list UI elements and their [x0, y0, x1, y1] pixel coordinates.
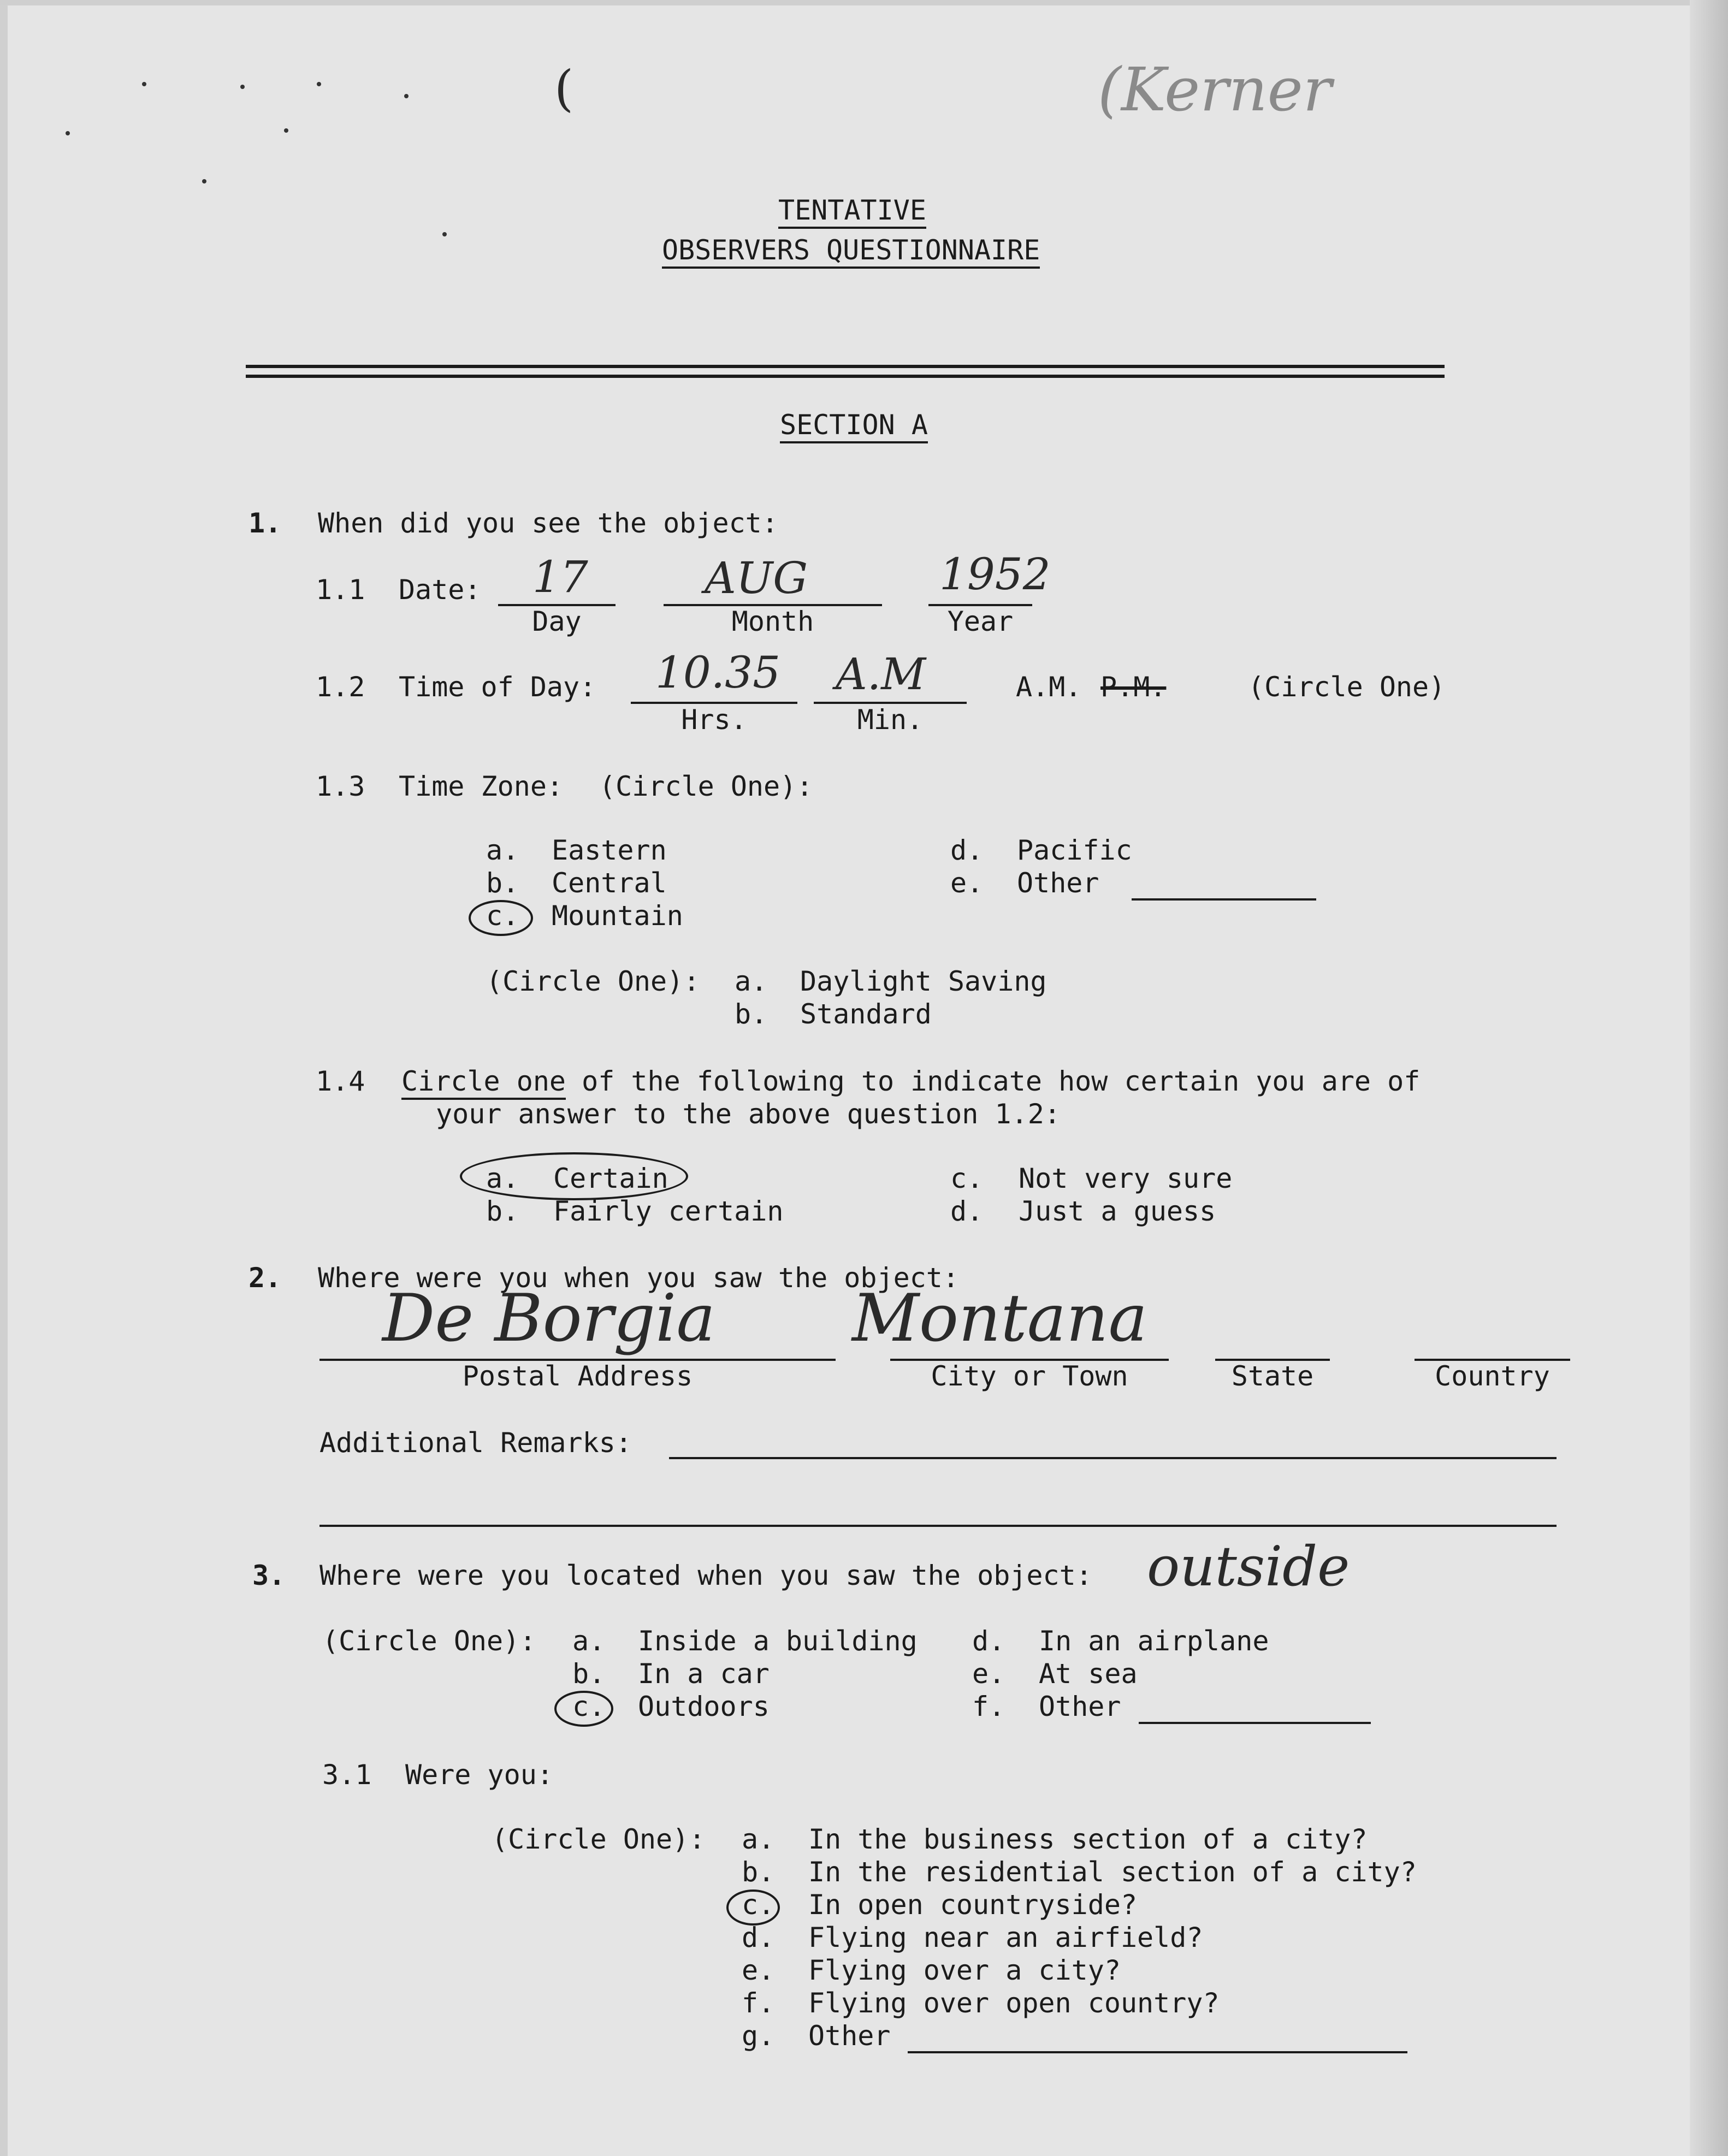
year-value: 1952 — [939, 549, 1051, 600]
dust-speck — [240, 85, 245, 89]
city-value: Montana — [852, 1281, 1147, 1357]
q1-2-number: 1.2 — [316, 671, 365, 703]
q3-1-b-letter: b. — [742, 1856, 775, 1888]
saving-a-letter: a. — [735, 966, 768, 997]
q3-1-f-text: Flying over open country? — [808, 1987, 1220, 2019]
q3-f-text: Other — [1039, 1691, 1121, 1722]
q3-other-line — [1139, 1722, 1371, 1724]
tz-d-letter: d. — [950, 834, 984, 866]
tz-e-letter: e. — [950, 867, 984, 899]
dust-speck — [442, 232, 447, 236]
dust-speck — [317, 82, 321, 86]
certainty-a-text: Certain — [553, 1163, 668, 1194]
certainty-b-letter: b. — [486, 1195, 519, 1227]
q3-1-e-letter: e. — [742, 1954, 775, 1986]
q3-1-a-letter: a. — [742, 1823, 775, 1855]
q3-f-letter: f. — [972, 1691, 1005, 1722]
title-tentative: TENTATIVE — [778, 194, 926, 229]
q3-1-instruction: (Circle One): — [492, 1823, 706, 1855]
q3-1-a-text: In the business section of a city? — [808, 1823, 1368, 1855]
page-top-edge — [0, 0, 1728, 5]
certainty-a-letter: a. — [486, 1163, 519, 1194]
page-left-edge — [0, 0, 8, 2156]
q1-1-number: 1.1 — [316, 574, 365, 606]
tz-c-letter: c. — [486, 900, 519, 932]
tz-b-text: Central — [552, 867, 667, 899]
q3-1-d-letter: d. — [742, 1922, 775, 1953]
q1-text: When did you see the object: — [318, 507, 778, 539]
q3-c-letter: c. — [572, 1691, 606, 1722]
saving-a-text: Daylight Saving — [800, 966, 1047, 997]
tz-d-text: Pacific — [1017, 834, 1132, 866]
tz-c-text: Mountain — [552, 900, 683, 932]
tz-label: Time Zone: — [399, 771, 564, 802]
city-caption: City or Town — [931, 1360, 1128, 1392]
day-value: 17 — [532, 552, 588, 602]
address-value: De Borgia — [382, 1281, 715, 1357]
q3-a-letter: a. — [572, 1625, 606, 1657]
q3-1-d-text: Flying near an airfield? — [808, 1922, 1203, 1953]
certainty-c-text: Not very sure — [1019, 1163, 1233, 1194]
q3-1-g-letter: g. — [742, 2020, 775, 2052]
tz-a-text: Eastern — [552, 834, 667, 866]
tz-other-line — [1132, 898, 1316, 901]
remarks-line-2 — [319, 1525, 1557, 1527]
q3-1-g-text: Other — [808, 2020, 891, 2052]
q3-1-c-letter: c. — [742, 1889, 775, 1921]
remarks-label: Additional Remarks: — [319, 1427, 632, 1459]
hrs-value: 10.35 — [655, 647, 781, 698]
q3-answer: outside — [1147, 1535, 1350, 1598]
certainty-d-letter: d. — [950, 1195, 984, 1227]
state-caption: State — [1231, 1360, 1314, 1392]
q3-b-text: In a car — [638, 1658, 770, 1690]
tz-e-text: Other — [1017, 867, 1099, 899]
dust-speck — [66, 131, 70, 135]
page-right-edge — [1690, 0, 1728, 2156]
q3-e-text: At sea — [1039, 1658, 1138, 1690]
title-questionnaire: OBSERVERS QUESTIONNAIRE — [662, 234, 1040, 269]
stray-paren-mark: ( — [554, 60, 574, 117]
q3-1-number: 3.1 — [322, 1759, 372, 1791]
year-caption: Year — [947, 606, 1014, 637]
dust-speck — [404, 94, 409, 98]
certainty-line2: your answer to the above question 1.2: — [436, 1098, 1061, 1130]
certainty-c-letter: c. — [950, 1163, 984, 1194]
header-rule-bottom — [246, 375, 1445, 378]
dust-speck — [202, 179, 206, 183]
q3-e-letter: e. — [972, 1658, 1005, 1690]
q3-1-other-line — [908, 2051, 1407, 2053]
remarks-line-1 — [669, 1457, 1557, 1459]
dust-speck — [142, 82, 146, 86]
saving-b-letter: b. — [735, 998, 768, 1030]
address-caption: Postal Address — [462, 1360, 693, 1392]
pm-struck: P.M. — [1100, 671, 1167, 703]
q1-3-number: 1.3 — [316, 771, 365, 802]
q1-4-number: 1.4 — [316, 1065, 365, 1097]
hrs-caption: Hrs. — [681, 704, 747, 736]
certainty-line1: of the following to indicate how certain you are of — [565, 1065, 1421, 1097]
q3-d-text: In an airplane — [1039, 1625, 1269, 1657]
date-label: Date: — [399, 574, 481, 606]
q3-1-e-text: Flying over a city? — [808, 1954, 1121, 1986]
q3-d-letter: d. — [972, 1625, 1005, 1657]
corner-handwriting: (Kerner — [1098, 55, 1332, 125]
certainty-lead: Circle one — [401, 1065, 566, 1100]
q2-text: Where were you when you saw the object: — [318, 1262, 959, 1294]
header-rule-top — [246, 365, 1445, 368]
q3-1-b-text: In the residential section of a city? — [808, 1856, 1417, 1888]
min-value: A.M — [836, 649, 926, 700]
saving-instruction: (Circle One): — [486, 966, 700, 997]
q3-c-text: Outdoors — [638, 1691, 770, 1722]
q3-instruction: (Circle One): — [322, 1625, 536, 1657]
q3-1-c-text: In open countryside? — [808, 1889, 1138, 1921]
q2-number: 2. — [248, 1262, 282, 1294]
am-option: A.M. — [1016, 671, 1082, 703]
dust-speck — [284, 128, 288, 133]
section-title: SECTION A — [780, 408, 928, 443]
tz-instruction: (Circle One): — [599, 771, 813, 802]
q3-b-letter: b. — [572, 1658, 606, 1690]
tz-a-letter: a. — [486, 834, 519, 866]
day-caption: Day — [532, 606, 582, 637]
time-label: Time of Day: — [399, 671, 596, 703]
time-instruction: (Circle One) — [1248, 671, 1446, 703]
q3-1-f-letter: f. — [742, 1987, 775, 2019]
q3-1-text: Were you: — [405, 1759, 553, 1791]
q3-text: Where were you located when you saw the object: — [319, 1560, 1092, 1591]
tz-b-letter: b. — [486, 867, 519, 899]
certainty-b-text: Fairly certain — [553, 1195, 784, 1227]
month-caption: Month — [731, 606, 814, 637]
certainty-d-text: Just a guess — [1019, 1195, 1216, 1227]
saving-b-text: Standard — [800, 998, 932, 1030]
q1-number: 1. — [248, 507, 282, 539]
q3-number: 3. — [252, 1560, 286, 1591]
q3-a-text: Inside a building — [638, 1625, 918, 1657]
month-value: AUG — [705, 553, 808, 603]
min-caption: Min. — [857, 704, 924, 736]
country-caption: Country — [1435, 1360, 1550, 1392]
